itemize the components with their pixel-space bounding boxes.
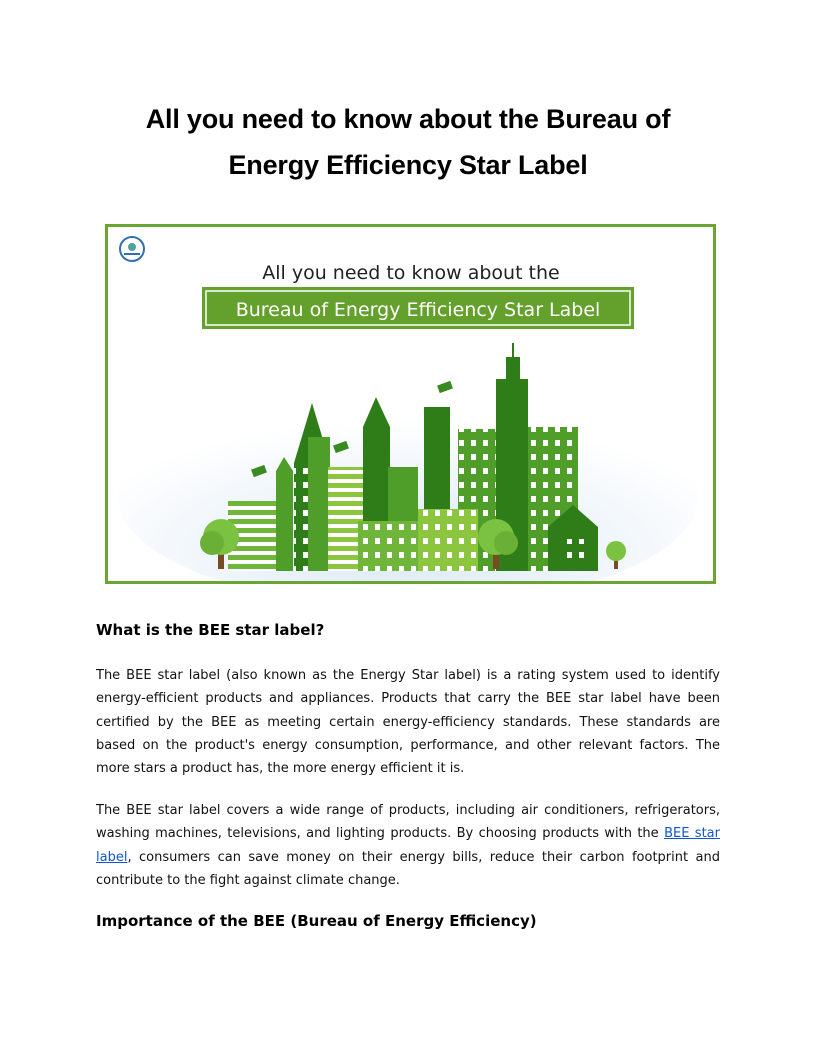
feature-banner-image [105,224,716,584]
paragraph-bee-definition: The BEE star label (also known as the Energy Star label) is a rating system used to identify energy-efficient products and appliances. Products that carry the BEE star label have been certified by the BEE as meeting certain energy-efficiency standards. These standards are based on the product's energy consumption, performance, and other relevant factors. The more stars a product has, the more energy efficient it is. [96,668,720,777]
section-heading-importance-bee: Importance of the BEE (Bureau of Energy Efficiency) [96,912,537,930]
bee-star-label-link[interactable]: BEE star label [96,826,720,865]
banner-heading-line-2: Bureau of Energy Efficiency Star Label [235,299,601,321]
banner-heading-line-1: All you need to know about the [262,262,560,284]
paragraph-bee-coverage [96,799,720,892]
city-illustration [108,227,713,581]
paragraph-text-before-link: The BEE star label covers a wide range of products, including air conditioners, refrigerators, washing machines, televisions, and lighting products. By choosing products with the [96,803,720,842]
brand-logo [120,237,144,261]
paragraph-text-after-link: , consumers can save money on their energy bills, reduce their carbon footprint and contribute to the fight against climate change. [96,849,720,888]
title-line-2: Energy Efficiency Star Label [228,150,588,180]
section-heading-bee-star-label: What is the BEE star label? [96,621,325,639]
document-title [96,96,720,188]
title-line-1: All you need to know about the Bureau of [145,104,671,134]
